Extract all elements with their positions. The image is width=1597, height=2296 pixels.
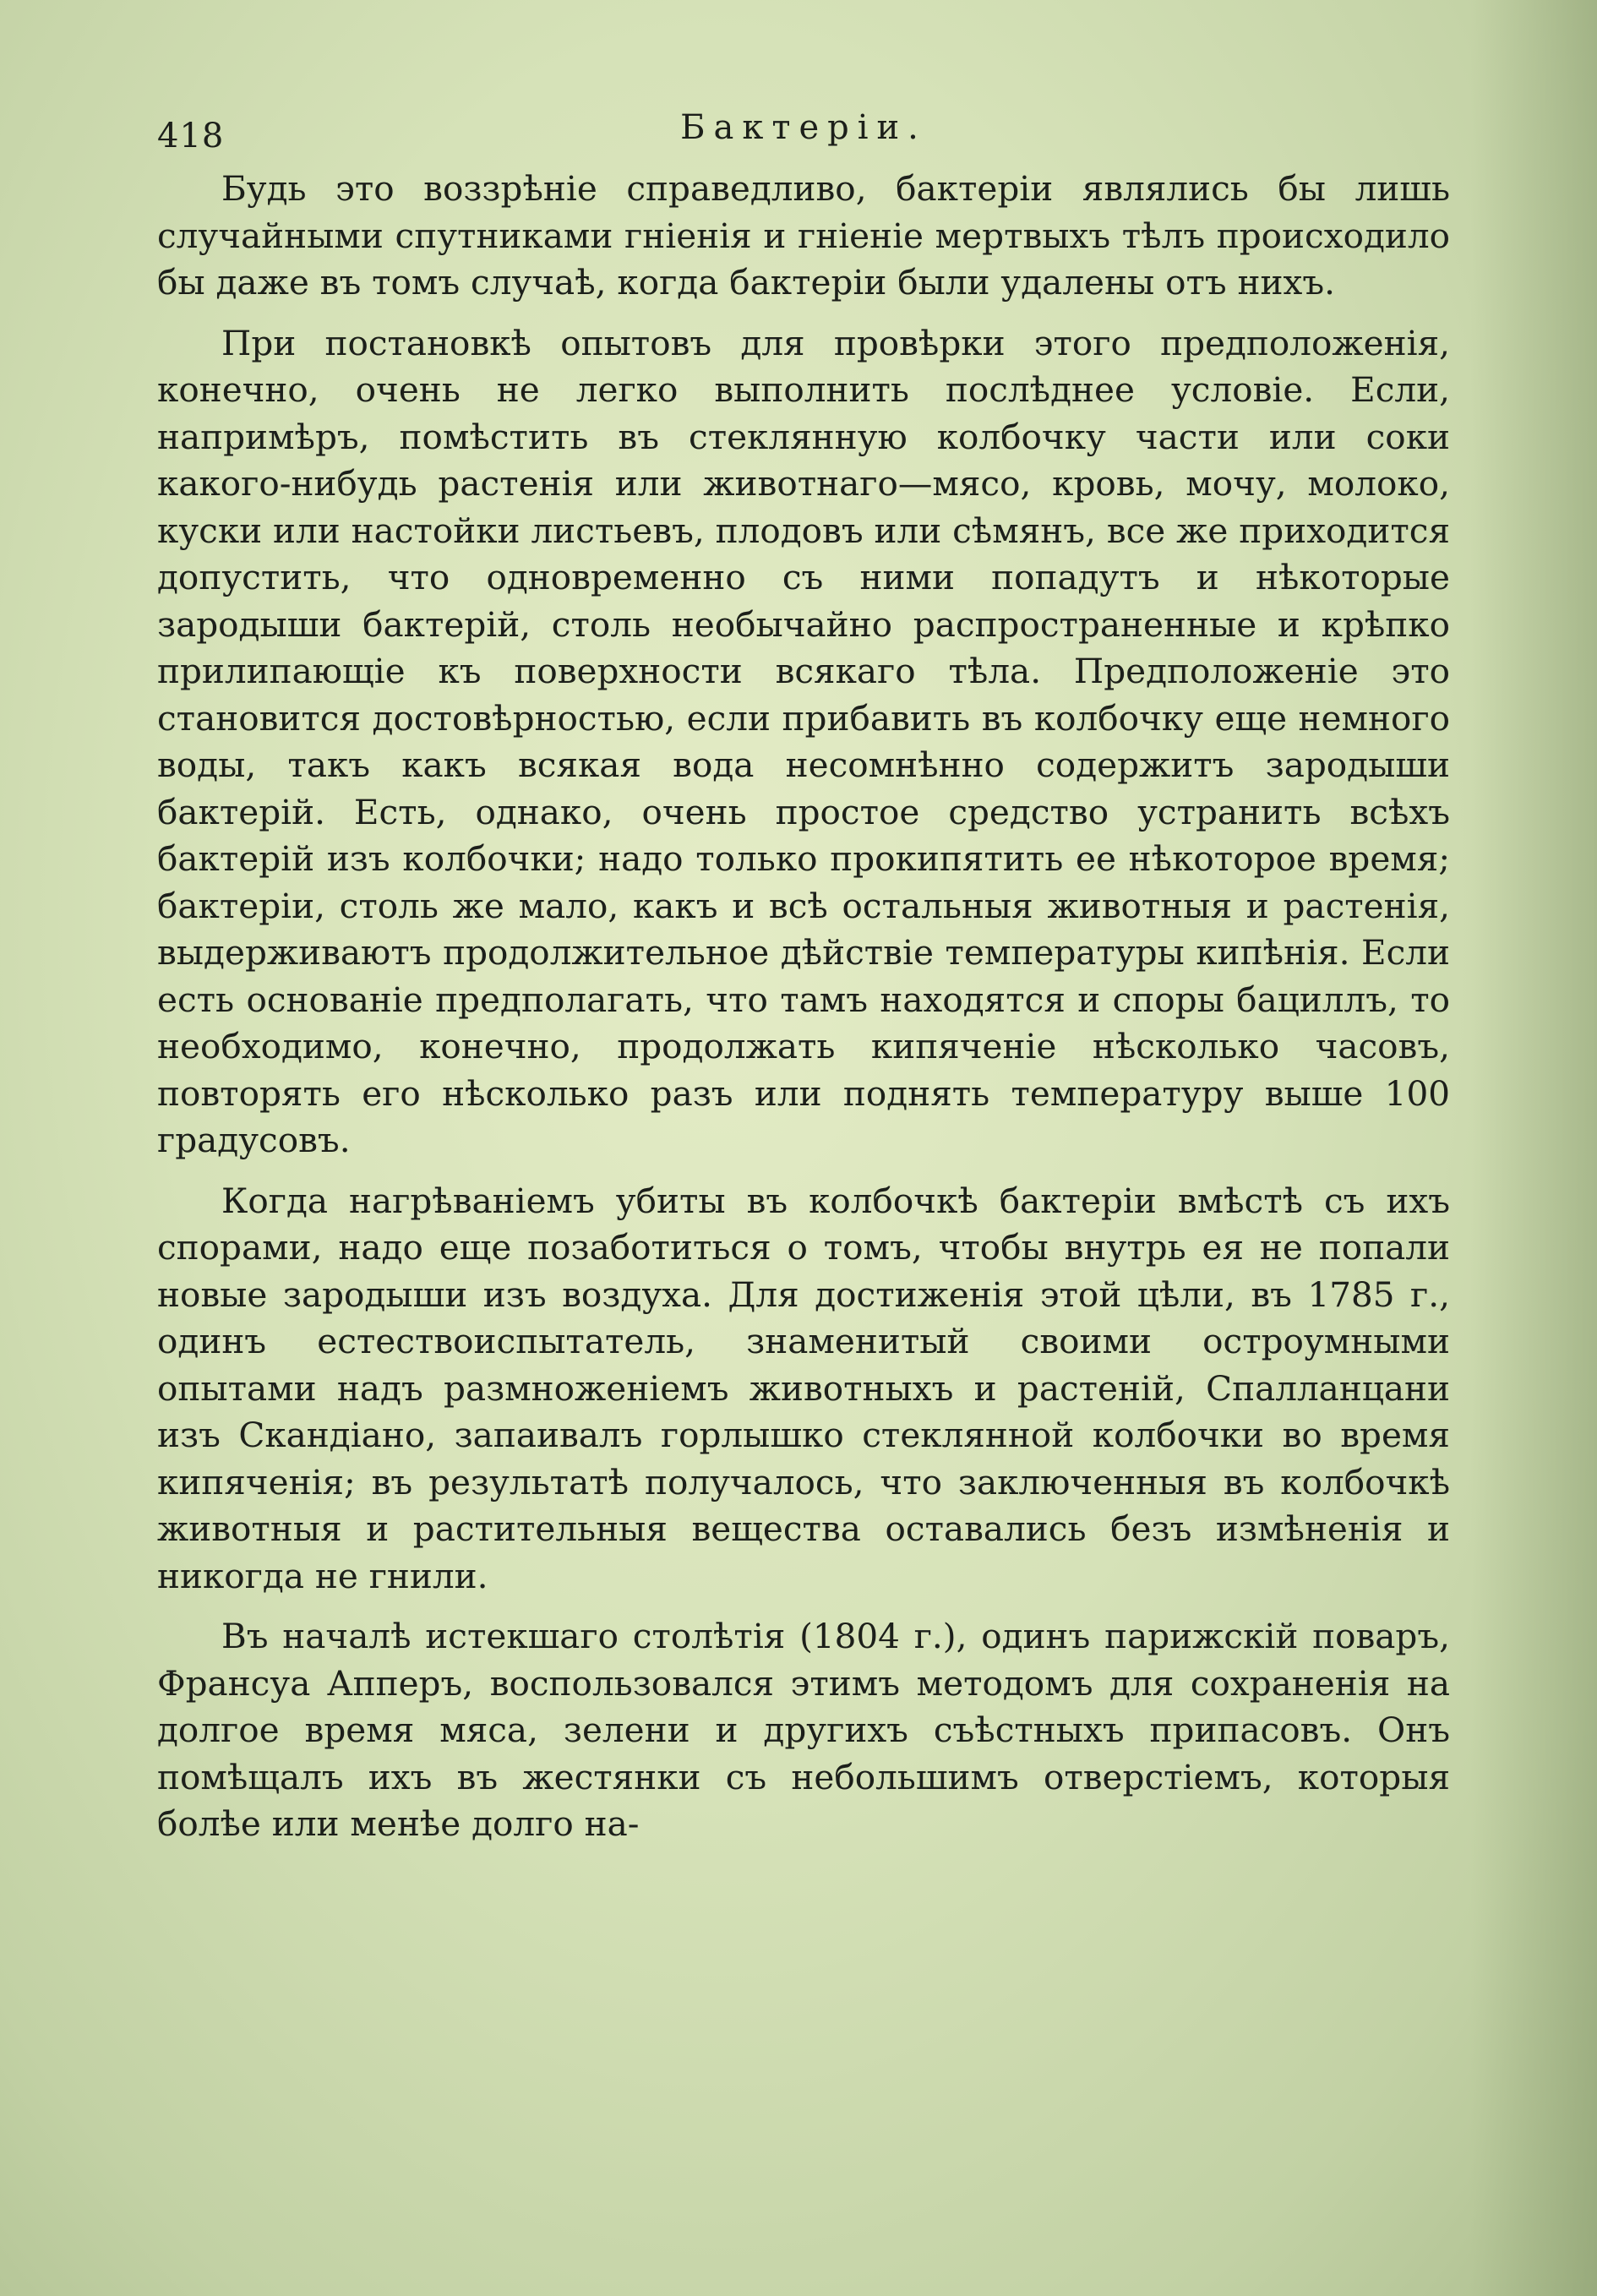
paragraph: При постановкѣ опытовъ для провѣрки этого предположенія, конечно, очень не легко выполнить послѣднее условіе. Если, напримѣръ, помѣстить въ стеклянную колбочку части или соки какого-нибудь растенія или животнаго—мясо, кровь, мочу, молоко, куски или настойки листьевъ, плодовъ или сѣмянъ, все же приходится допустить, что одновременно съ ними попадутъ и нѣкоторые зародыши бактерій, столь необычайно распространенные и крѣпко прилипающіе къ поверхности всякаго тѣла. Предположеніе это становится достовѣрностью, если прибавить въ колбочку еще немного воды, такъ какъ всякая вода несомнѣнно содержитъ зародыши бактерій. Есть, однако, очень простое средство устранить всѣхъ бактерій изъ колбочки; надо только прокипятить ее нѣкоторое время; бактеріи, столь же мало, какъ и всѣ остальныя животныя и растенія, выдерживаютъ продолжительное дѣйствіе температуры кипѣнія. Если есть основаніе предполагать, что тамъ находятся и споры бациллъ, то необходимо, конечно, продолжать кипяченіе нѣсколько часовъ, повторять его нѣсколько разъ или поднять температуру выше 100 градусовъ. bbox=[157, 322, 1450, 1160]
page-number: 418 bbox=[157, 117, 225, 155]
body-text bbox=[157, 166, 1450, 1848]
page-header bbox=[157, 108, 1450, 159]
paragraph: Когда нагрѣваніемъ убиты въ колбочкѣ бактеріи вмѣстѣ съ ихъ спорами, надо еще позаботиться о томъ, чтобы внутрь ея не попали новые зародыши изъ воздуха. Для достиженія этой цѣли, въ 1785 г., одинъ естествоиспытатель, знаменитый своими остроумными опытами надъ размноженіемъ животныхъ и растеній, Спалланцани изъ Скандіано, запаивалъ горлышко стеклянной колбочки во время кипяченія; въ результатѣ получалось, что заключенныя въ колбочкѣ животныя и растительныя вещества оставались безъ измѣненія и никогда не гнили. bbox=[157, 1180, 1450, 1596]
paragraph: Будь это воззрѣніе справедливо, бактеріи являлись бы лишь случайными спутниками гніенія и гніеніе мертвыхъ тѣлъ происходило бы даже въ томъ случаѣ, когда бактеріи были удалены отъ нихъ. bbox=[157, 168, 1450, 303]
paragraph: Въ началѣ истекшаго столѣтія (1804 г.), одинъ парижскій поваръ, Франсуа Апперъ, воспользовался этимъ методомъ для сохраненія на долгое время мяса, зелени и другихъ съѣстныхъ припасовъ. Онъ помѣщалъ ихъ въ жестянки съ небольшимъ отверстіемъ, которыя болѣе или менѣе долго на- bbox=[157, 1616, 1450, 1844]
running-head: Бактеріи. bbox=[680, 108, 927, 147]
